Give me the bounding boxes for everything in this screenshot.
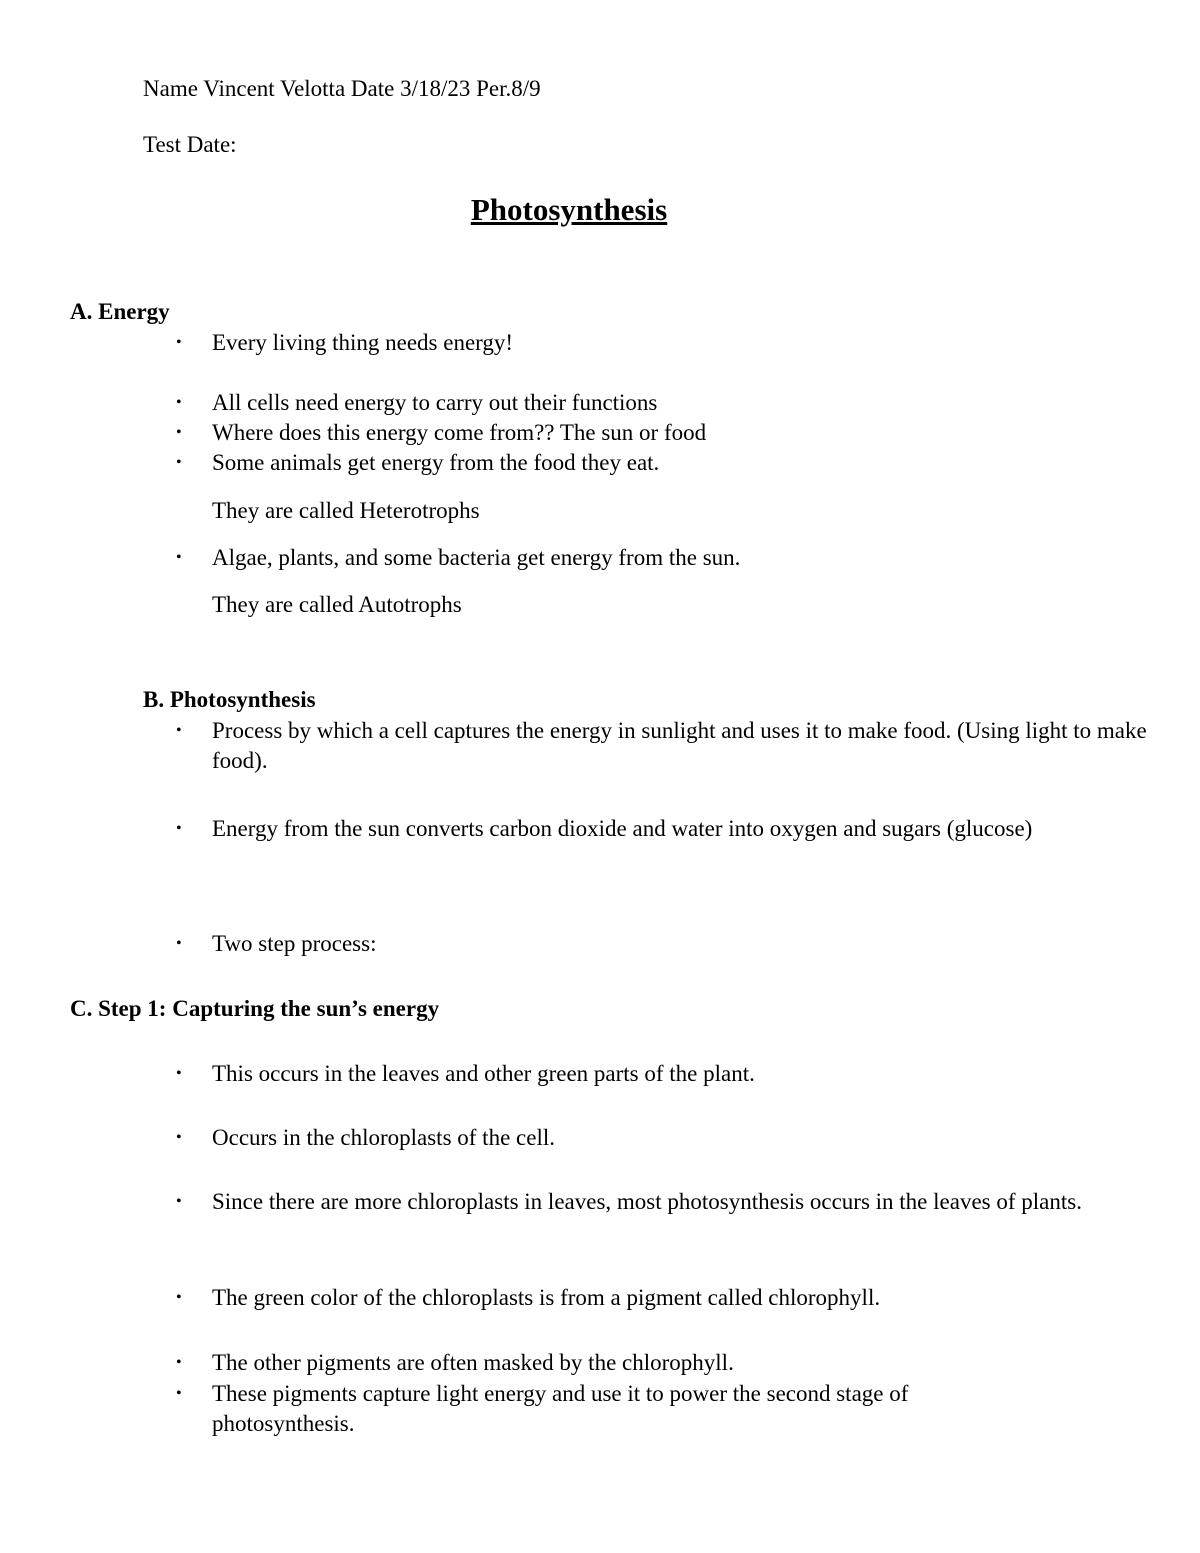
list-item: The other pigments are often masked by the chlorophyll. bbox=[212, 1350, 734, 1375]
bullet-icon: • bbox=[176, 722, 182, 739]
section-b-heading: B. Photosynthesis bbox=[143, 687, 316, 712]
list-item: Where does this energy come from?? The sun or food bbox=[212, 420, 707, 445]
page-title: Photosynthesis bbox=[470, 192, 668, 227]
list-item: Energy from the sun converts carbon dioxide and water into oxygen and sugars (glucose) bbox=[212, 816, 1033, 841]
bullet-icon: • bbox=[176, 394, 182, 411]
list-item: These pigments capture light energy and use it to power the second stage of photosynthesis. bbox=[212, 1381, 909, 1436]
list-item-continuation: They are called Autotrophs bbox=[212, 592, 462, 617]
bullet-icon: • bbox=[176, 1289, 182, 1306]
list-item-continuation: They are called Heterotrophs bbox=[212, 498, 480, 523]
bullet-icon: • bbox=[176, 1065, 182, 1082]
bullet-icon: • bbox=[176, 549, 182, 566]
bullet-icon: • bbox=[176, 334, 182, 351]
list-item: The green color of the chloroplasts is from a pigment called chlorophyll. bbox=[212, 1285, 881, 1310]
list-item: Occurs in the chloroplasts of the cell. bbox=[212, 1125, 555, 1150]
section-a-heading: A. Energy bbox=[70, 299, 170, 324]
list-item: Every living thing needs energy! bbox=[212, 330, 514, 355]
bullet-icon: • bbox=[176, 935, 182, 952]
bullet-icon: • bbox=[176, 424, 182, 441]
name-date-line: Name Vincent Velotta Date 3/18/23 Per.8/9 bbox=[143, 76, 541, 101]
list-item: Since there are more chloroplasts in leaves, most photosynthesis occurs in the leaves of plants. bbox=[212, 1189, 1082, 1214]
list-item: Some animals get energy from the food they eat. bbox=[212, 450, 660, 475]
list-item: Process by which a cell captures the energy in sunlight and uses it to make food. (Using light to make food). bbox=[212, 718, 1147, 773]
bullet-icon: • bbox=[176, 820, 182, 837]
list-item: Two step process: bbox=[212, 931, 377, 956]
bullet-icon: • bbox=[176, 1354, 182, 1371]
list-item: All cells need energy to carry out their functions bbox=[212, 390, 658, 415]
list-item: Algae, plants, and some bacteria get energy from the sun. bbox=[212, 545, 741, 570]
bullet-icon: • bbox=[176, 1193, 182, 1210]
bullet-icon: • bbox=[176, 1385, 182, 1402]
list-item: This occurs in the leaves and other green parts of the plant. bbox=[212, 1061, 755, 1086]
bullet-icon: • bbox=[176, 454, 182, 471]
bullet-icon: • bbox=[176, 1129, 182, 1146]
test-date-label: Test Date: bbox=[143, 132, 237, 157]
section-c-heading: C. Step 1: Capturing the sun’s energy bbox=[70, 996, 440, 1021]
